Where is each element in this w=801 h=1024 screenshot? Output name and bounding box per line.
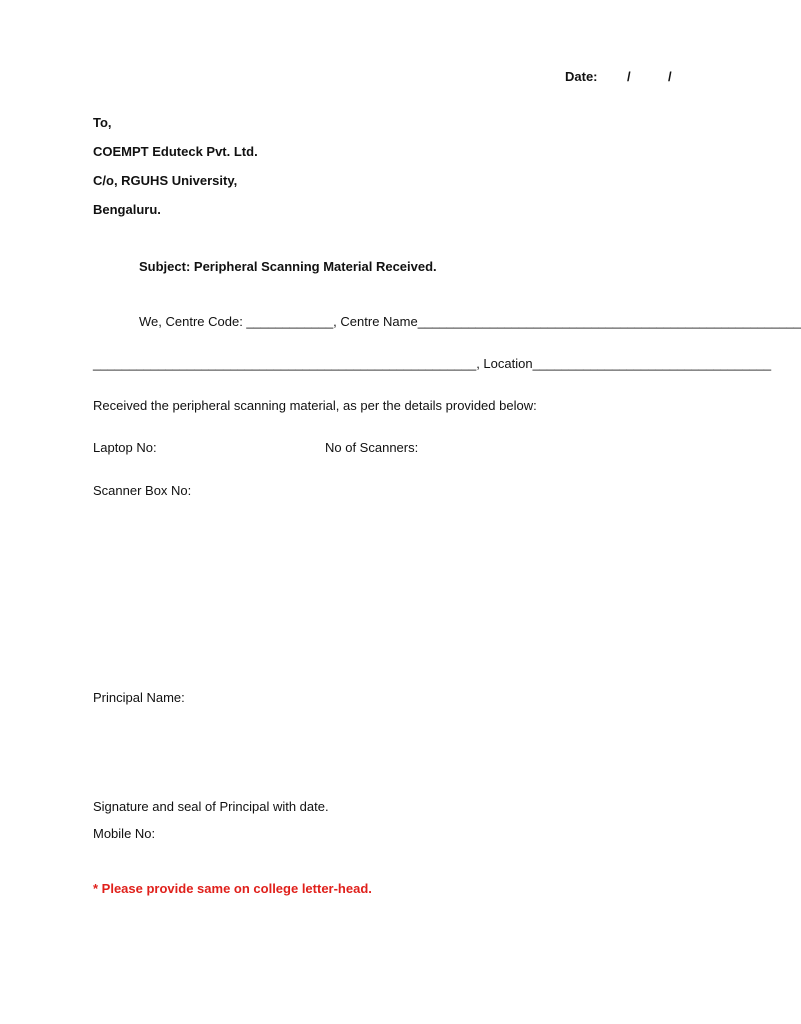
address-to: To,	[93, 115, 112, 130]
principal-name-label: Principal Name:	[93, 690, 185, 705]
location-line: _____________________________________________________, Location_________________________________	[93, 356, 772, 371]
address-city: Bengaluru.	[93, 202, 161, 217]
date-separator-1: /	[627, 69, 631, 84]
address-company: COEMPT Eduteck Pvt. Ltd.	[93, 144, 258, 159]
mobile-no-label: Mobile No:	[93, 826, 156, 841]
no-of-scanners-label: No of Scanners:	[325, 440, 419, 455]
subject-line: Subject: Peripheral Scanning Material Received.	[139, 259, 437, 274]
signature-label: Signature and seal of Principal with date.	[93, 799, 329, 814]
centre-code-line: We, Centre Code: ____________, Centre Name_____________________________________________________	[139, 314, 801, 329]
scanner-box-no-label: Scanner Box No:	[93, 483, 192, 498]
date-separator-2: /	[668, 69, 672, 84]
date-label: Date:	[565, 69, 598, 84]
received-statement: Received the peripheral scanning material, as per the details provided below:	[93, 398, 537, 413]
address-care-of: C/o, RGUHS University,	[93, 173, 238, 188]
laptop-no-label: Laptop No:	[93, 440, 157, 455]
letterhead-note: * Please provide same on college letter-head.	[93, 881, 372, 896]
